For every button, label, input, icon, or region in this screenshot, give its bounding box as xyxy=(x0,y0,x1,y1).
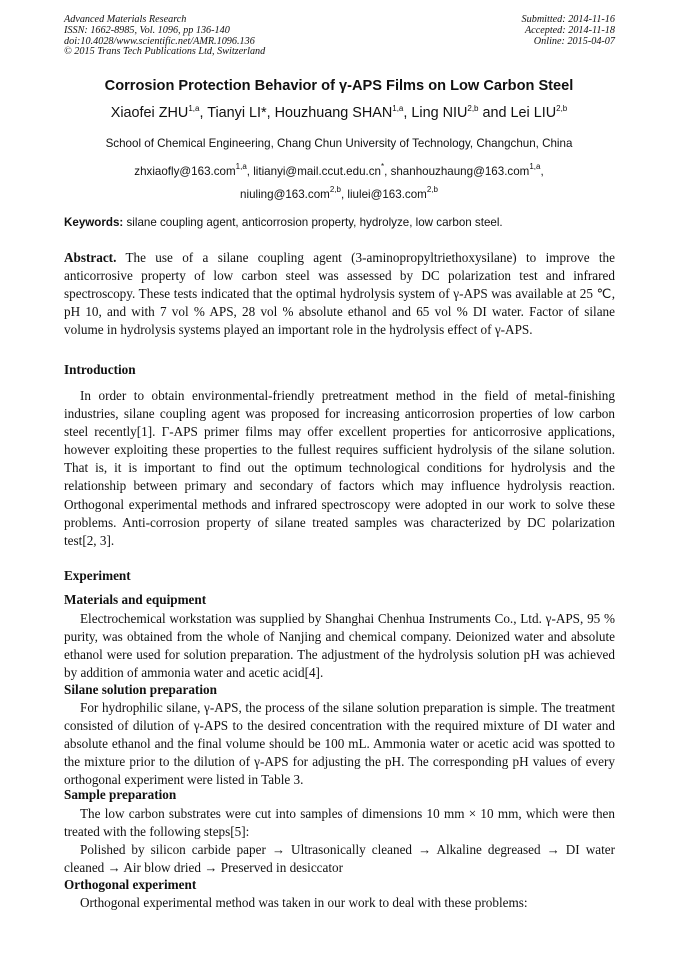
email-address: litianyi@mail.ccut.edu.cn*, xyxy=(253,162,391,178)
journal-issn: ISSN: 1662-8985, Vol. 1096, pp 136-140 xyxy=(64,24,230,36)
subheading-sample-preparation: Sample preparation xyxy=(64,787,177,802)
orthogonal-paragraph: Orthogonal experimental method was taken in our work to deal with these problems: xyxy=(80,895,528,910)
sample-paragraph-2: Polished by silicon carbide paper → Ultrasonically cleaned → Alkaline degreased → DI water cleaned → Air blow dried → Preserved in desiccator xyxy=(64,842,615,876)
affiliation: School of Chemical Engineering, Chang Chun University of Technology, Changchun, China xyxy=(105,137,573,150)
email-list xyxy=(0,158,678,204)
journal-info xyxy=(64,15,265,58)
email-line xyxy=(0,181,678,204)
date-submitted: Submitted: 2014-11-16 xyxy=(521,14,615,25)
section-heading-introduction: Introduction xyxy=(64,362,136,377)
keywords-label: Keywords: xyxy=(64,216,124,229)
author: Houzhuang SHAN$^{1,a}$, xyxy=(274,104,412,121)
author: Xiaofei ZHU$^{1,a}$, xyxy=(110,104,208,121)
journal-doi: doi:10.4028/www.scientific.net/AMR.1096.136 xyxy=(64,35,255,47)
author: Tianyi LI*, xyxy=(207,105,275,121)
email-address: niuling@163.com$^{2,b}$, xyxy=(240,185,348,201)
abstract-text: The use of a silane coupling agent (3-aminopropyltriethoxysilane) to improve the anticorrosive property of low carbon steel was assessed by DC polarization test and infrared spectroscopy. These tests indicated that the optimal hydrolysis system of γ-APS was available at 25 ℃, pH 10, and with 7 vol % APS, 28 vol % absolute ethanol and 65 vol % DI water. Factor of silane volume in hydrolysis systems played an important role in the hydrolysis effect of γ-APS. xyxy=(64,250,615,338)
paper-title: Corrosion Protection Behavior of γ-APS Films on Low Carbon Steel xyxy=(104,78,574,94)
abstract-label: Abstract. xyxy=(64,250,117,265)
date-accepted: Accepted: 2014-11-18 xyxy=(524,24,615,36)
subheading-materials: Materials and equipment xyxy=(64,592,207,607)
author: Ling NIU$^{2,b}$ and xyxy=(411,104,511,121)
author: Lei LIU$^{2,b}$ xyxy=(510,104,568,121)
email-address: shanhouzhaung@163.com$^{1,a}$, xyxy=(390,162,544,178)
sample-paragraph-1: The low carbon substrates were cut into samples of dimensions 10 mm × 10 mm, which were then treated with the following steps[5]: xyxy=(64,806,615,840)
introduction-paragraph: In order to obtain environmental-friendly pretreatment method in the field of metal-finishing industries, silane coupling agent was proposed for increasing anticorrosion properties of low carbon steel recently[1]. Γ-APS primer films may offer excellent properties for anticorrosive applications, however exploiting these properties to the fullest requires sufficient hydrolysis of the silane solution. That is, it is important to find out the optimum technological conditions for hydrolysis and the relationship between primary and secondary of factors which may influence hydrolysis reaction. Orthogonal experimental methods and infrared spectroscopy were adopted in our work to solve these problems. Anti-corrosion property of silane treated samples was characterized by DC polarization test[2, 3]. xyxy=(64,388,615,548)
submission-dates xyxy=(522,15,615,47)
journal-name: Advanced Materials Research xyxy=(64,14,187,25)
silane-paragraph: For hydrophilic silane, γ-APS, the process of the silane solution preparation is simple. The treatment consisted of dilution of γ-APS to the desired concentration with the required mixture of DI water and absolute ethanol and the final volume should be 100 mL. Ammonia water or acetic acid was spotted to the mixture prior to the dilution of γ-APS for adjusting the pH. The corresponding pH values of every orthogonal experiment were listed in Table 3. xyxy=(64,700,615,788)
abstract xyxy=(64,249,615,339)
author-list xyxy=(0,104,678,121)
date-online: Online: 2015-04-07 xyxy=(533,35,615,47)
email-address: zhxiaofly@163.com$^{1,a}$, xyxy=(134,162,254,178)
email-address: liulei@163.com$^{2,b}$ xyxy=(347,185,438,201)
keywords xyxy=(64,216,503,229)
keywords-text: silane coupling agent, anticorrosion property, hydrolyze, low carbon steel. xyxy=(123,216,503,229)
subheading-silane-solution: Silane solution preparation xyxy=(64,682,217,697)
section-heading-experiment: Experiment xyxy=(64,568,131,583)
email-line xyxy=(0,158,678,181)
subheading-orthogonal-experiment: Orthogonal experiment xyxy=(64,877,197,892)
journal-copyright: © 2015 Trans Tech Publications Ltd, Switzerland xyxy=(64,46,266,58)
materials-paragraph: Electrochemical workstation was supplied by Shanghai Chenhua Instruments Co., Ltd. γ-APS, 95 % purity, was obtained from the whole of Nanjing and chemical company. Deionized water and absolute ethanol were used for solution preparation. The adjustment of the hydrolysis solution pH was achieved by addition of ammonia water and acetic acid[4]. xyxy=(64,611,615,681)
